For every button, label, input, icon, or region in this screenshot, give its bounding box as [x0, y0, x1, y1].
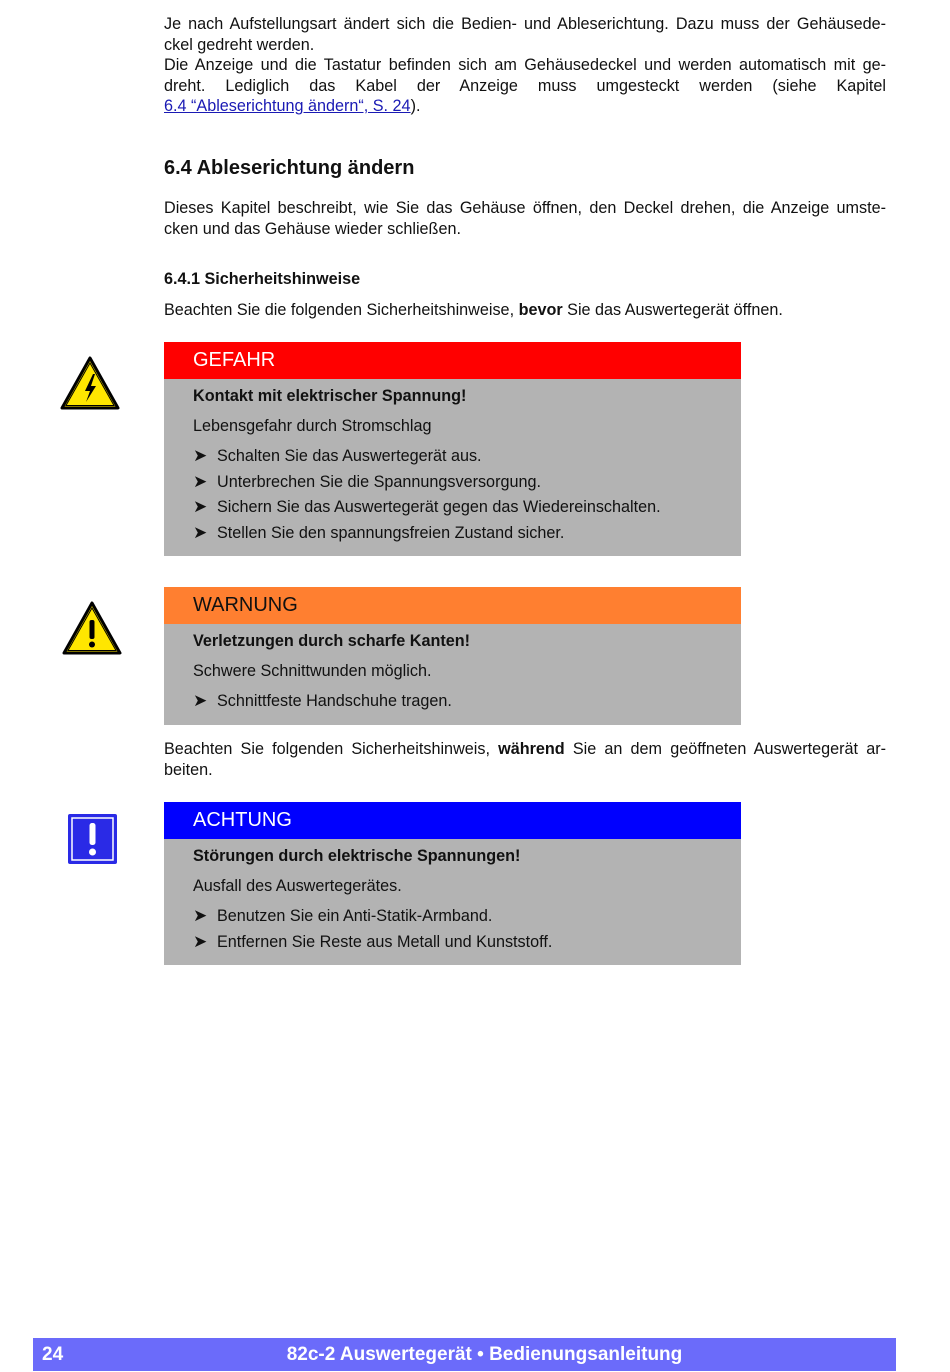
intro-para2-line-3 [164, 96, 886, 117]
between-para-line-2: beiten. [164, 760, 213, 779]
warning-triangle-icon [61, 600, 123, 656]
emphasis-bevor: bevor [518, 301, 563, 319]
arrow-right-icon: ➤ [193, 931, 208, 951]
intro-line-1: Je nach Aufstellungsart ändert sich die Bedien- und Ableserichtung. Dazu muss der Gehäusede- [164, 15, 886, 33]
electric-hazard-icon [59, 355, 121, 411]
subsection-para [164, 300, 886, 321]
exclamation-notice-icon [67, 813, 118, 865]
text-run: Sie an dem geöffneten Auswertegerät ar- [564, 740, 886, 758]
arrow-right-icon: ➤ [193, 497, 208, 516]
warning-consequence: Schwere Schnittwunden möglich. [193, 662, 432, 680]
arrow-right-icon: ➤ [193, 522, 208, 542]
step-text: Schnittfeste Handschuhe tragen. [217, 692, 452, 710]
footer-title: 82c-2 Auswertegerät • Bedienungsanleitung [286, 1344, 683, 1365]
step-text: Benutzen Sie ein Anti-Statik-Armband. [217, 907, 493, 925]
caution-consequence: Ausfall des Auswertegerätes. [193, 877, 402, 895]
arrow-right-icon: ➤ [193, 446, 208, 465]
danger-step [193, 472, 741, 498]
caution-step [193, 932, 741, 958]
warning-headline: Verletzungen durch scharfe Kanten! [193, 632, 471, 650]
intro-para2-line-2: dreht. Lediglich das Kabel der Anzeige muss umgesteckt werden (siehe Kapitel [164, 76, 886, 95]
text-run: Sie das Auswertegerät öffnen. [562, 301, 783, 319]
arrow-right-icon: ➤ [193, 471, 208, 491]
step-text: Sichern Sie das Auswertegerät gegen das Wiedereinschalten. [217, 498, 661, 516]
danger-step [193, 497, 741, 523]
step-text: Schalten Sie das Auswertegerät aus. [217, 447, 482, 465]
warning-signal-word: WARNUNG [164, 587, 741, 624]
between-para [164, 739, 886, 780]
step-text: Stellen Sie den spannungsfreien Zustand sicher. [217, 523, 565, 542]
section-block [164, 156, 886, 180]
warning-notice-body [164, 624, 741, 725]
section-para-line-2: cken und das Gehäuse wieder schließen. [164, 219, 461, 238]
subsection-para-text [164, 300, 886, 321]
cross-reference-link[interactable]: 6.4 “Ableserichtung ändern“, S. 24 [164, 97, 411, 115]
caution-notice-body [164, 839, 741, 965]
intro-para2-line-1: Die Anzeige und die Tastatur befinden sich am Gehäusedeckel und werden automatisch mit ge- [164, 56, 886, 74]
danger-notice [164, 342, 741, 556]
between-para-line-1 [164, 739, 886, 760]
danger-headline: Kontakt mit elektrischer Spannung! [193, 387, 467, 405]
danger-step [193, 523, 741, 549]
warning-step [193, 691, 741, 717]
emphasis-waehrend: während [498, 740, 565, 758]
caution-signal-word: ACHTUNG [164, 802, 741, 839]
caution-notice [164, 802, 741, 965]
step-text: Entfernen Sie Reste aus Metall und Kunststoff. [217, 932, 553, 951]
step-text: Unterbrechen Sie die Spannungsversorgung. [217, 472, 541, 491]
page-number: 24 [42, 1344, 64, 1365]
danger-step [193, 446, 741, 472]
danger-consequence: Lebensgefahr durch Stromschlag [193, 417, 432, 435]
warning-notice [164, 587, 741, 725]
intro-block [164, 14, 886, 117]
section-para [164, 198, 886, 239]
danger-signal-word: GEFAHR [164, 342, 741, 379]
arrow-right-icon: ➤ [193, 691, 208, 710]
caution-step [193, 906, 741, 932]
section-heading: 6.4 Ableserichtung ändern [164, 157, 415, 179]
arrow-right-icon: ➤ [193, 906, 208, 925]
intro-line-2: ckel gedreht werden. [164, 35, 315, 54]
text-run: Beachten Sie folgenden Sicherheitshinweis, [164, 740, 499, 758]
text-run: Beachten Sie die folgenden Sicherheitshinweise, [164, 301, 519, 319]
section-para-line-1: Dieses Kapitel beschreibt, wie Sie das Gehäuse öffnen, den Deckel drehen, die Anzeige umste- [164, 199, 886, 217]
link-trailing-text: ). [410, 97, 421, 115]
subsection-block [164, 269, 886, 289]
subsection-heading: 6.4.1 Sicherheitshinweise [164, 270, 361, 288]
danger-notice-body [164, 379, 741, 556]
page-footer [33, 1338, 896, 1371]
caution-headline: Störungen durch elektrische Spannungen! [193, 847, 521, 865]
